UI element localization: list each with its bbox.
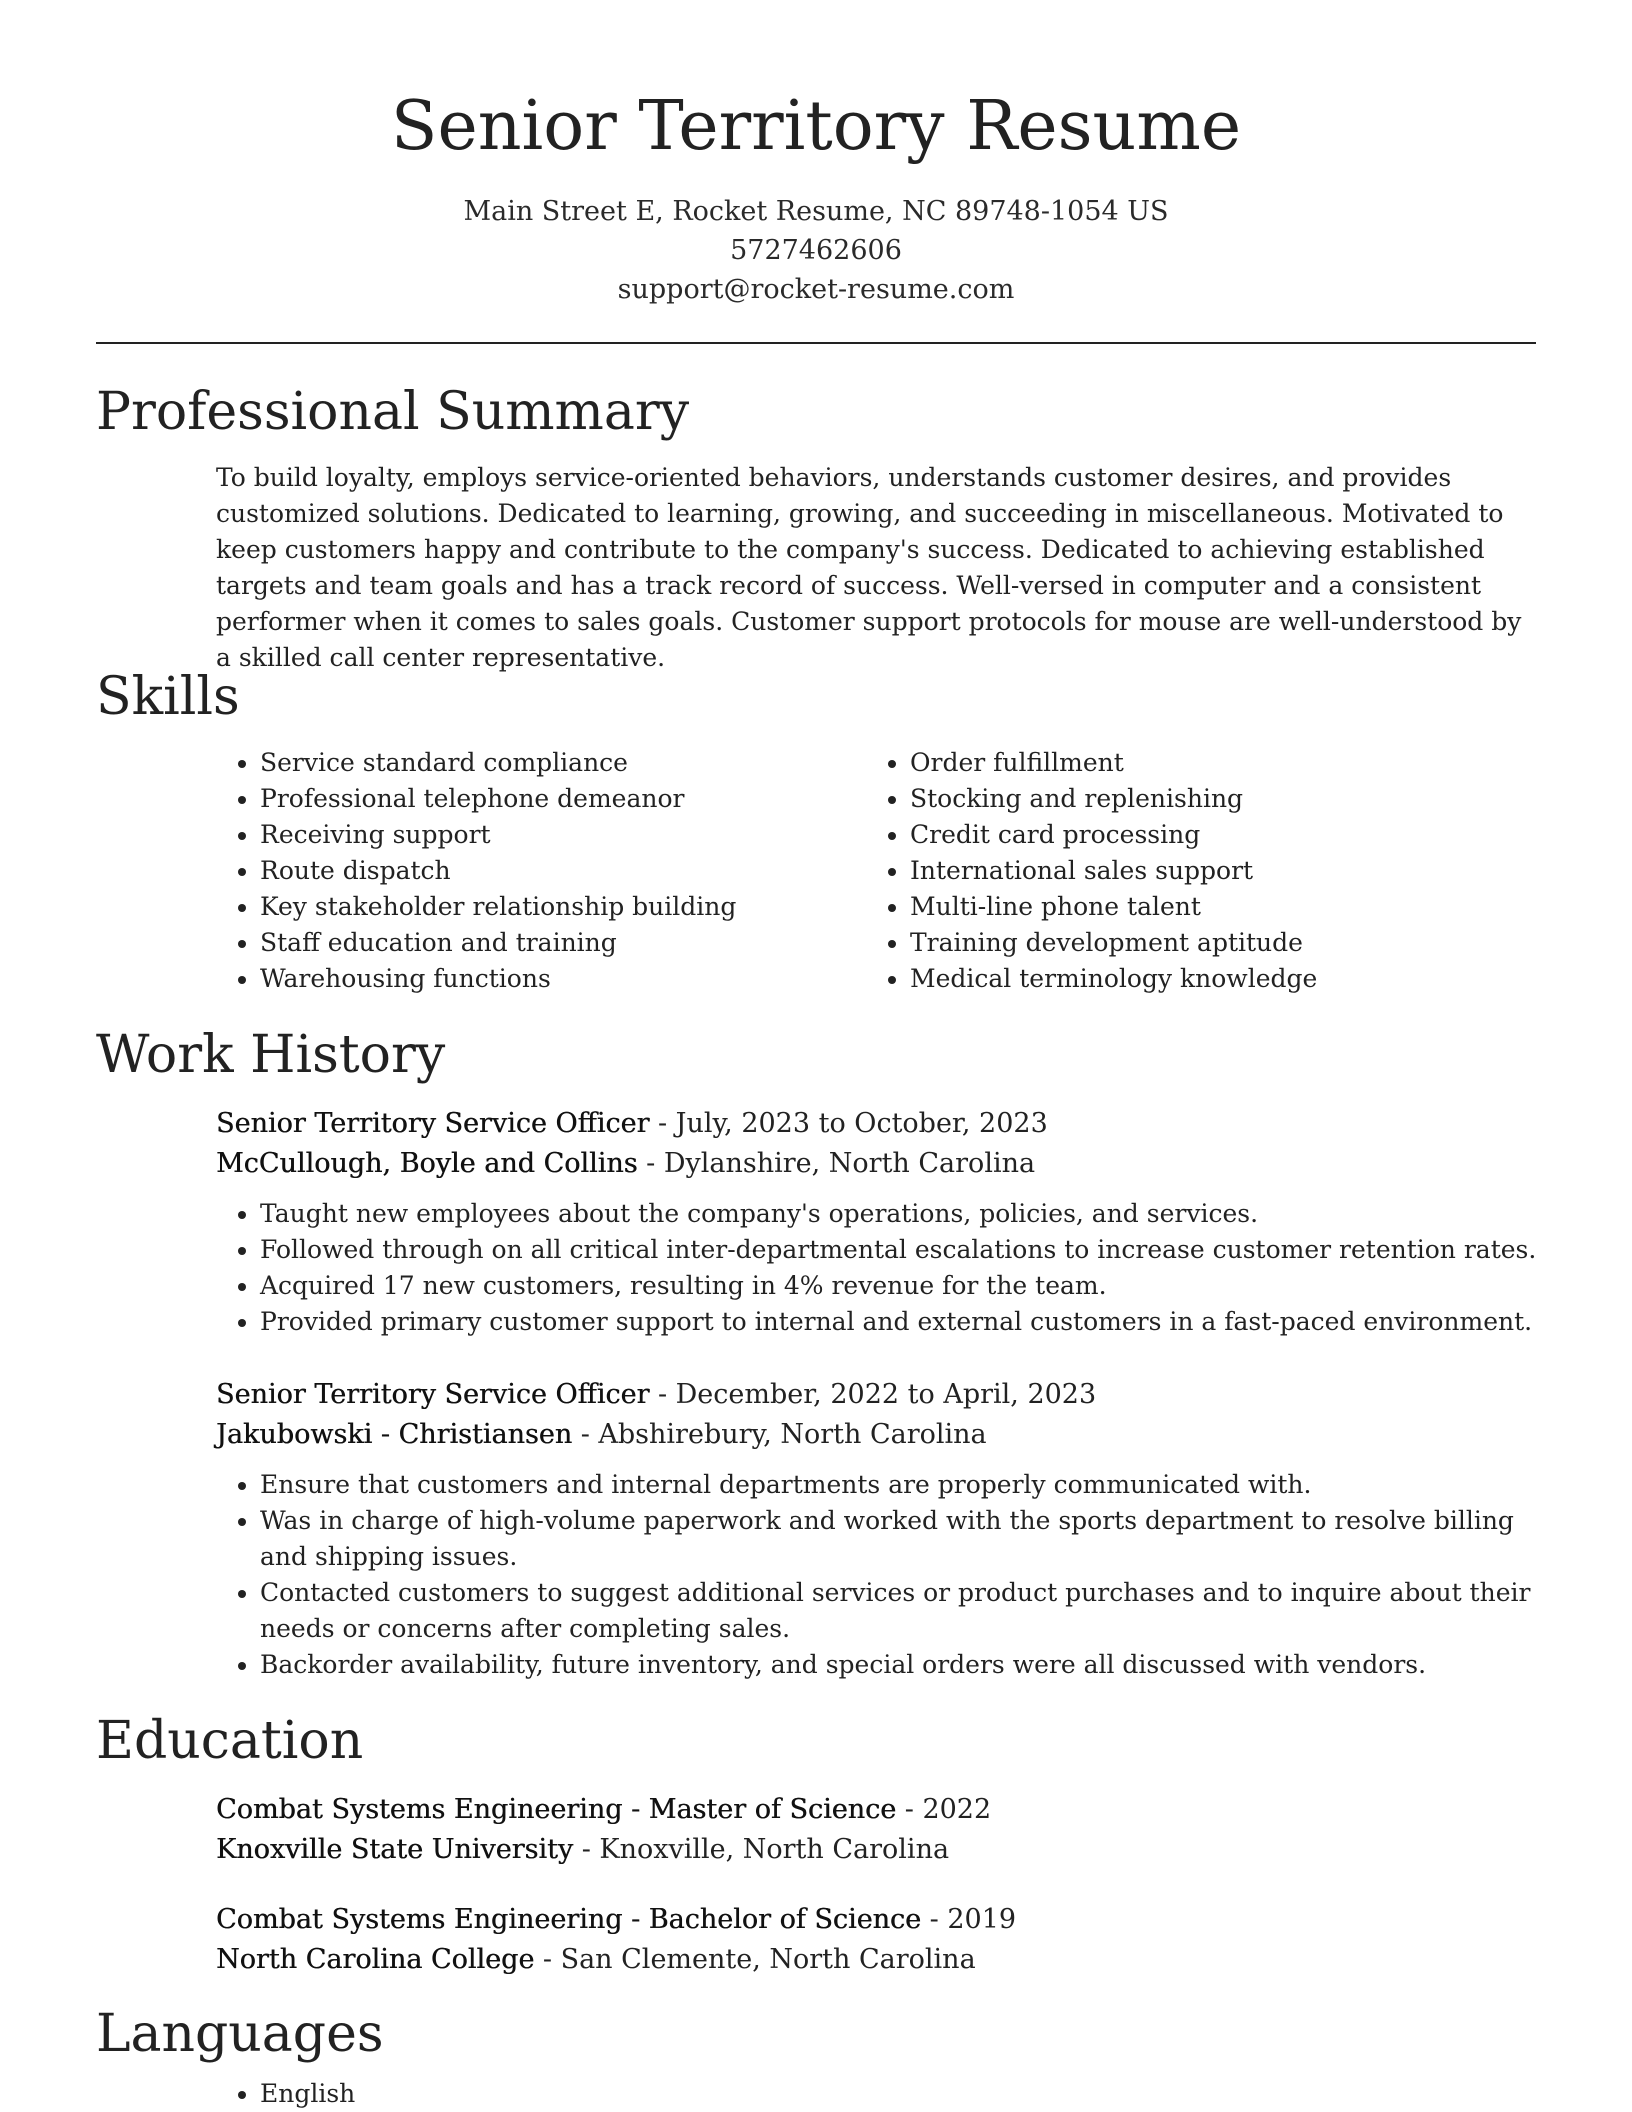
job-title-line <box>216 1375 1546 1415</box>
job-duty: • Ensure that customers and internal departments are properly communicated with. <box>260 1467 1546 1503</box>
skill-item: • Order fulfillment <box>910 745 1570 781</box>
skill-item: • Medical terminology knowledge <box>910 961 1570 997</box>
candidate-name: Senior Territory Resume <box>390 87 1242 166</box>
job-company-line <box>216 1415 1546 1455</box>
job-company: Jakubowski - Christiansen <box>216 1419 573 1450</box>
job-location: - Abshirebury, North Carolina <box>572 1419 987 1450</box>
skill-item: • Receiving support <box>260 817 880 853</box>
skill-item: • International sales support <box>910 853 1570 889</box>
skill-item: • Key stakeholder relationship building <box>260 889 880 925</box>
job-dates: - December, 2022 to April, 2023 <box>649 1379 1097 1410</box>
school-line <box>216 1940 1546 1980</box>
school-location: - San Clemente, North Carolina <box>534 1944 976 1975</box>
skills-list-left <box>216 745 880 997</box>
skill-item: • Professional telephone demeanor <box>260 781 880 817</box>
job-duties <box>216 1467 1546 1683</box>
email: support@rocket-resume.com <box>617 274 1015 305</box>
skill-item: • Training development aptitude <box>910 925 1570 961</box>
summary-heading: Professional Summary <box>96 382 690 442</box>
degree-line <box>216 1790 1546 1830</box>
job-duty: • Contacted customers to suggest additional services or product purchases and to inquire about their needs or concerns after completing sales. <box>260 1575 1546 1647</box>
education-heading: Education <box>96 1711 364 1771</box>
school: Knoxville State University <box>216 1834 574 1865</box>
school-location: - Knoxville, North Carolina <box>573 1834 950 1865</box>
language-item: • English <box>260 2076 355 2112</box>
summary-text: To build loyalty, employs service-oriented behaviors, understands customer desires, and provides customized solutions. Dedicated to learning, growing, and succeeding in miscellaneous. Motivated to keep customers happy and contribute to the company's success. Dedicated to achieving established targets and team goals and has a track record of success. Well-versed in computer and a consistent performer when it comes to sales goals. Customer support protocols for mouse are well-understood by a skilled call center representative. <box>216 463 1522 672</box>
header-divider <box>96 342 1536 344</box>
skills-heading: Skills <box>96 667 240 727</box>
work-history-heading: Work History <box>96 1025 446 1085</box>
job-duty: • Followed through on all critical inter-departmental escalations to increase customer retention rates. <box>260 1232 1546 1268</box>
skill-item: • Staff education and training <box>260 925 880 961</box>
contact-info <box>0 192 1632 309</box>
skill-item: • Stocking and replenishing <box>910 781 1570 817</box>
job-role: Senior Territory Service Officer <box>216 1108 650 1139</box>
education-entry <box>216 1900 1546 1980</box>
job-entry <box>216 1104 1546 1340</box>
skill-item: • Service standard compliance <box>260 745 880 781</box>
languages-list <box>216 2076 355 2112</box>
address: Main Street E, Rocket Resume, NC 89748-1054 US <box>463 196 1169 227</box>
school-line <box>216 1830 1546 1870</box>
skill-item: • Route dispatch <box>260 853 880 889</box>
school: North Carolina College <box>216 1944 535 1975</box>
job-duty: • Was in charge of high-volume paperwork and worked with the sports department to resolve billing and shipping issues. <box>260 1503 1546 1575</box>
job-dates: - July, 2023 to October, 2023 <box>649 1108 1048 1139</box>
job-location: - Dylanshire, North Carolina <box>637 1148 1036 1179</box>
job-title-line <box>216 1104 1546 1144</box>
graduation-year: - 2022 <box>896 1794 992 1825</box>
languages-heading: Languages <box>96 2004 384 2064</box>
job-entry <box>216 1375 1546 1683</box>
skill-item: • Credit card processing <box>910 817 1570 853</box>
job-duty: • Acquired 17 new customers, resulting in 4% revenue for the team. <box>260 1268 1546 1304</box>
job-company-line <box>216 1144 1546 1184</box>
resume-header <box>0 0 1632 309</box>
job-company: McCullough, Boyle and Collins <box>216 1148 638 1179</box>
degree: Combat Systems Engineering - Master of Science <box>216 1794 897 1825</box>
phone: 5727462606 <box>730 235 902 266</box>
job-duty: • Provided primary customer support to internal and external customers in a fast-paced environment. <box>260 1304 1546 1340</box>
job-duties <box>216 1196 1546 1340</box>
skill-item: • Warehousing functions <box>260 961 880 997</box>
education-entry <box>216 1790 1546 1870</box>
skill-item: • Multi-line phone talent <box>910 889 1570 925</box>
degree: Combat Systems Engineering - Bachelor of Science <box>216 1904 922 1935</box>
graduation-year: - 2019 <box>921 1904 1017 1935</box>
job-role: Senior Territory Service Officer <box>216 1379 650 1410</box>
degree-line <box>216 1900 1546 1940</box>
skills-list-right <box>866 745 1570 997</box>
job-duty: • Backorder availability, future inventory, and special orders were all discussed with vendors. <box>260 1647 1546 1683</box>
job-duty: • Taught new employees about the company's operations, policies, and services. <box>260 1196 1546 1232</box>
